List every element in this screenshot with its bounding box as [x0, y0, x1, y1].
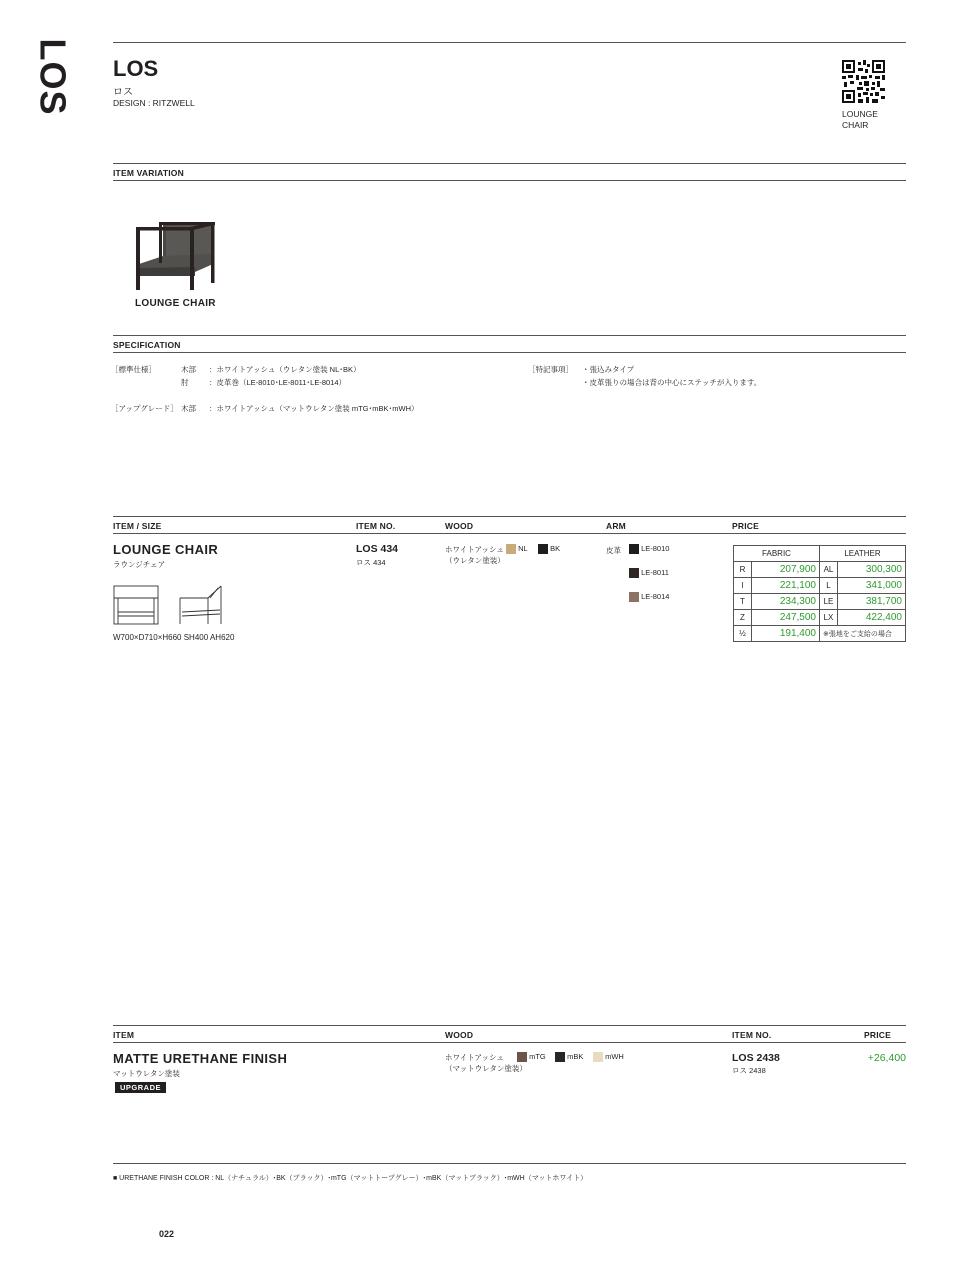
- section-item-variation: ITEM VARIATION: [113, 168, 184, 178]
- swatch-mbk: [555, 1052, 565, 1062]
- qr-label: LOUNGE CHAIR: [842, 109, 878, 130]
- spec-standard-wood-value: ：ホワイトアッシュ（ウレタン塗装 NL･BK）: [209, 365, 361, 374]
- item-name-ja: ラウンジチェア: [113, 560, 166, 569]
- upgrade-item-name-ja: マットウレタン塗装: [113, 1069, 180, 1078]
- spec-rule-top: [113, 335, 906, 336]
- col-item-no: ITEM NO.: [356, 521, 396, 531]
- spec-upgrade-wood-value: ：ホワイトアッシュ（マットウレタン塗装 mTG･mBK･mWH）: [209, 404, 419, 413]
- upgrade-item-number: LOS 2438: [732, 1052, 780, 1064]
- spec-standard-arm-key: 肘: [181, 378, 189, 387]
- footer-note: ■ URETHANE FINISH COLOR : NL（ナチュラル）･BK（ブラック）･mTG（マットトープグレー）･mBK（マットブラック）･mWH（マットホワイト）: [113, 1175, 588, 1182]
- swatch-le8011: [629, 568, 639, 578]
- arm-swatch-le8011[interactable]: LE-8011: [629, 568, 669, 578]
- upgrade-wood-name: ホワイトアッシュ （マットウレタン塗装）: [445, 1053, 527, 1073]
- item-size: W700×D710×H660 SH400 AH620: [113, 633, 235, 642]
- footer-rule: [113, 1163, 906, 1164]
- upgrade-swatch-mtg[interactable]: mTG: [517, 1052, 546, 1062]
- chair-front-drawing: [113, 584, 159, 626]
- side-title: LOS: [32, 38, 74, 116]
- page-number: 022: [159, 1229, 175, 1239]
- upgrade-col-item-no: ITEM NO.: [732, 1030, 772, 1040]
- leather-header: LEATHER: [820, 546, 906, 562]
- variation-rule-top: [113, 163, 906, 164]
- swatch-nl: [506, 544, 516, 554]
- spec-notes-label: ［特記事項］: [528, 365, 573, 374]
- price-row: I 221,100 L 341,000: [734, 578, 906, 594]
- swatch-mtg: [517, 1052, 527, 1062]
- upgrade-rule-bottom: [113, 1042, 906, 1043]
- upgrade-badge: UPGRADE: [115, 1082, 166, 1093]
- upgrade-item-number-ja: ロス 2438: [732, 1066, 766, 1075]
- swatch-le8014: [629, 592, 639, 602]
- wood-swatch-bk[interactable]: BK: [538, 544, 560, 554]
- variation-item-label: LOUNGE CHAIR: [135, 298, 216, 309]
- col-arm: ARM: [606, 521, 626, 531]
- section-specification: SPECIFICATION: [113, 340, 181, 350]
- price-row: Z 247,500 LX 422,400: [734, 610, 906, 626]
- upgrade-item-name: MATTE URETHANE FINISH: [113, 1051, 288, 1066]
- item-name: LOUNGE CHAIR: [113, 542, 219, 557]
- designer-credit: DESIGN : RITZWELL: [113, 98, 195, 108]
- spec-rule-bottom: [113, 352, 906, 353]
- page-title: LOS: [113, 56, 159, 81]
- col-item-size: ITEM / SIZE: [113, 521, 162, 531]
- wood-swatch-nl[interactable]: NL: [506, 544, 528, 554]
- variation-rule-bottom: [113, 180, 906, 181]
- upgrade-swatch-mwh[interactable]: mWH: [593, 1052, 624, 1062]
- arm-swatch-le8010[interactable]: LE-8010: [629, 544, 669, 554]
- spec-standard-label: ［標準仕様］: [111, 365, 156, 374]
- wood-name: ホワイトアッシュ （ウレタン塗装）: [445, 545, 505, 565]
- spec-upgrade-label: ［アップグレード］: [111, 404, 178, 413]
- col-price: PRICE: [732, 521, 759, 531]
- spec-note-2: ・皮革張りの場合は背の中心にステッチが入ります。: [582, 378, 762, 387]
- col-wood: WOOD: [445, 521, 474, 531]
- upgrade-col-item: ITEM: [113, 1030, 135, 1040]
- swatch-bk: [538, 544, 548, 554]
- arm-label: 皮革: [606, 546, 621, 555]
- price-table: [733, 545, 906, 642]
- upgrade-price: +26,400: [867, 1052, 906, 1064]
- spec-note-1: ・張込みタイプ: [582, 365, 635, 374]
- qr-code[interactable]: [842, 60, 885, 103]
- upgrade-rule-top: [113, 1025, 906, 1026]
- item-number-ja: ロス 434: [356, 558, 386, 567]
- price-row: ½ 191,400 ※張地をご支給の場合: [734, 626, 906, 642]
- items-rule-top: [113, 516, 906, 517]
- lounge-chair-image: [133, 218, 219, 292]
- items-rule-bottom: [113, 533, 906, 534]
- page-subtitle-ja: ロス: [113, 87, 133, 98]
- spec-standard-arm-value: ：皮革巻（LE-8010･LE-8011･LE-8014）: [209, 378, 347, 387]
- price-row: R 207,900 AL 300,300: [734, 562, 906, 578]
- price-row: T 234,300 LE 381,700: [734, 594, 906, 610]
- spec-standard-wood-key: 木部: [181, 365, 196, 374]
- spec-upgrade-wood-key: 木部: [181, 404, 196, 413]
- item-number: LOS 434: [356, 543, 399, 555]
- chair-side-drawing: [178, 584, 224, 626]
- swatch-le8010: [629, 544, 639, 554]
- arm-swatch-le8014[interactable]: LE-8014: [629, 592, 669, 602]
- header-rule: [113, 42, 906, 43]
- swatch-mwh: [593, 1052, 603, 1062]
- fabric-header: FABRIC: [734, 546, 820, 562]
- upgrade-swatch-mbk[interactable]: mBK: [555, 1052, 583, 1062]
- upgrade-col-price: PRICE: [864, 1030, 891, 1040]
- upgrade-col-wood: WOOD: [445, 1030, 474, 1040]
